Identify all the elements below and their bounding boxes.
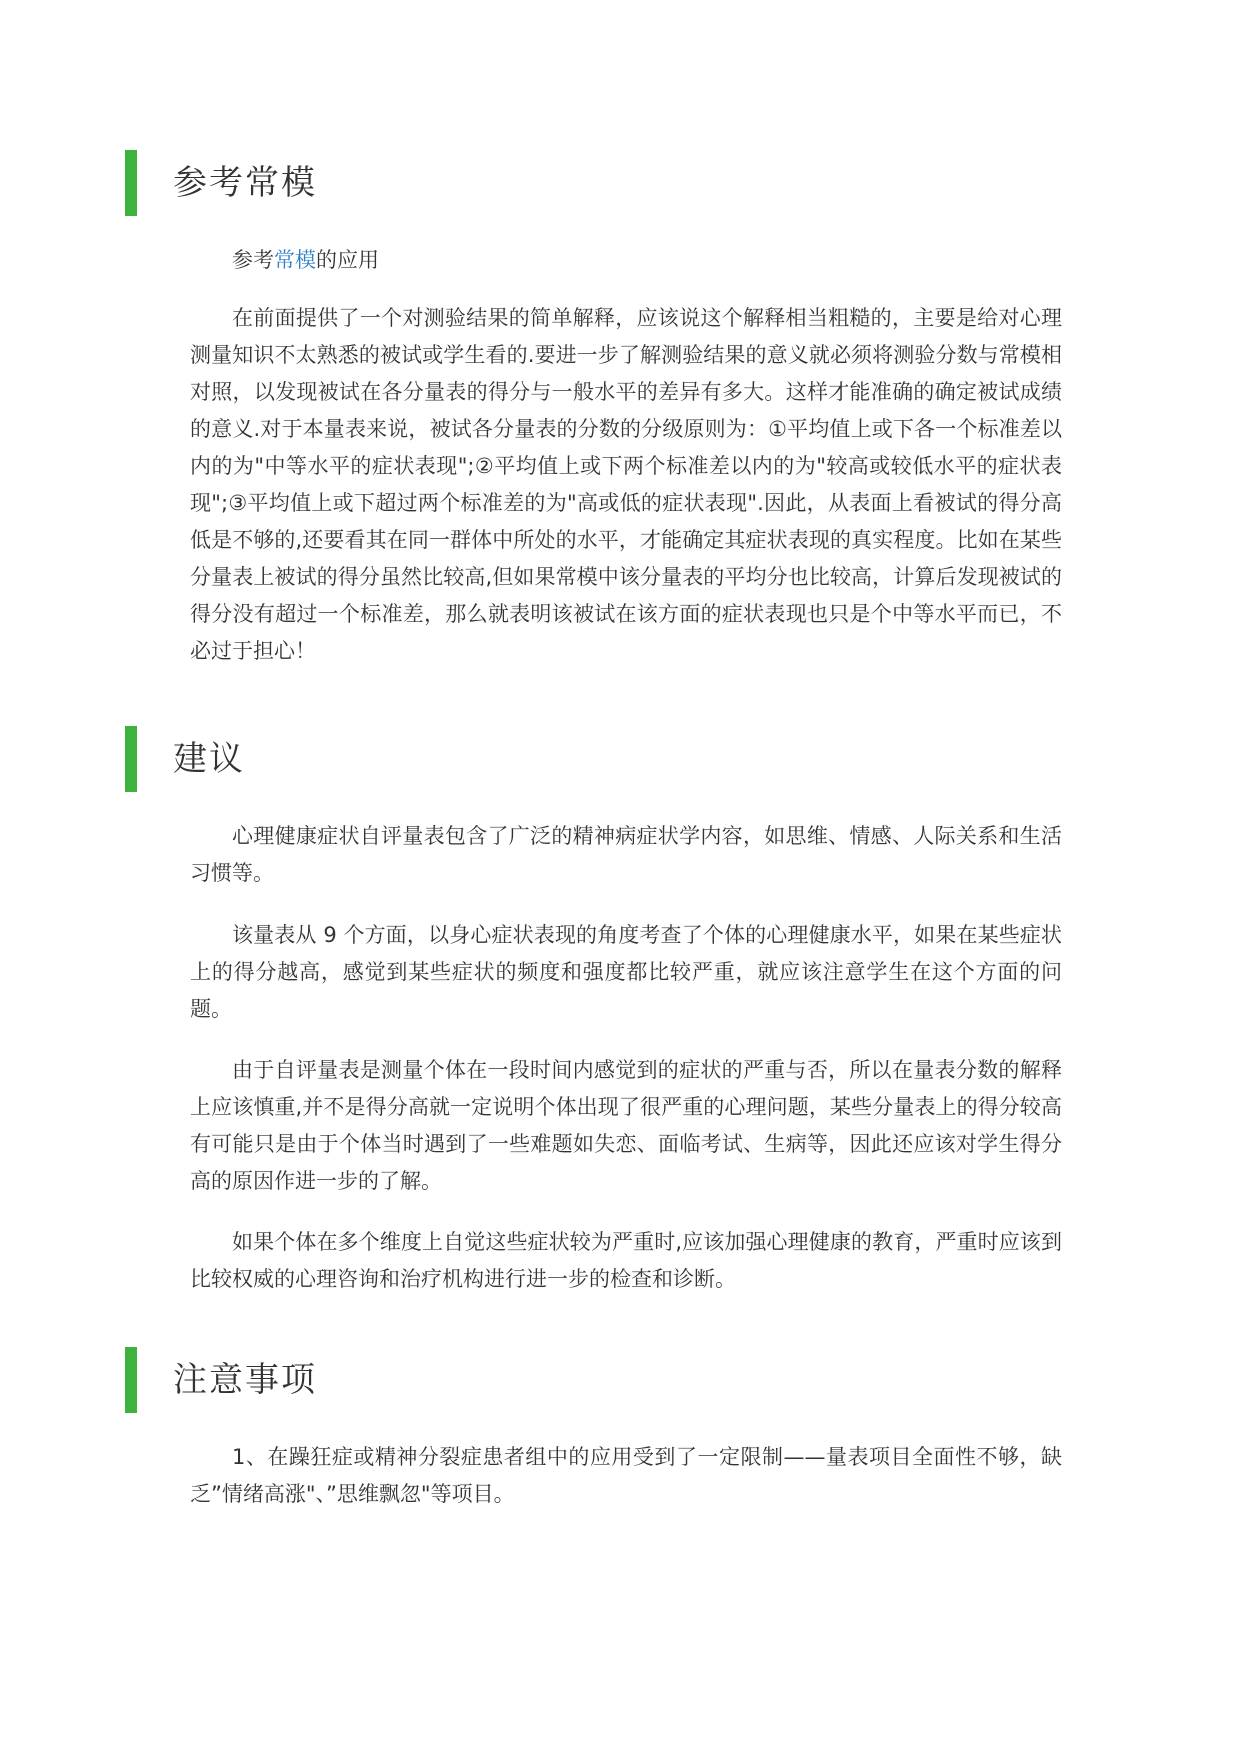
heading-title: 参考常模 (173, 163, 317, 203)
section-heading-notes (125, 1347, 317, 1413)
heading-accent-bar (125, 150, 137, 216)
section-heading-reference-norm (125, 150, 317, 216)
paragraph: 1、在躁狂症或精神分裂症患者组中的应用受到了一定限制——量表项目全面性不够，缺乏”情绪高涨"、”思维飘忽"等项目。 (190, 1445, 1062, 1506)
section-heading-suggestion (125, 726, 245, 792)
subtitle-suffix: 的应用 (316, 248, 379, 272)
paragraph: 在前面提供了一个对测验结果的简单解释，应该说这个解释相当粗糙的，主要是给对心理测量知识不太熟悉的被试或学生看的.要进一步了解测验结果的意义就必须将测验分数与常模相对照，以发现被试在各分量表的得分与一般水平的差异有多大。这样才能准确的确定被试成绩的意义.对于本量表来说，被试各分量表的分数的分级原则为：①平均值上或下各一个标准差以内的为"中等水平的症状表现";②平均值上或下两个标准差以内的为"较高或较低水平的症状表现";③平均值上或下超过两个标准差的为"高或低的症状表现".因此，从表面上看被试的得分高低是不够的,还要看其在同一群体中所处的水平，才能确定其症状表现的真实程度。比如在某些分量表上被试的得分虽然比较高,但如果常模中该分量表的平均分也比较高，计算后发现被试的得分没有超过一个标准差，那么就表明该被试在该方面的症状表现也只是个中等水平而已，不必过于担心！ (190, 306, 1062, 663)
norm-link[interactable]: 常模 (274, 248, 316, 272)
paragraph: 如果个体在多个维度上自觉这些症状较为严重时,应该加强心理健康的教育，严重时应该到比较权威的心理咨询和治疗机构进行进一步的检查和诊断。 (190, 1230, 1062, 1291)
section-subtitle (190, 242, 1062, 279)
heading-accent-bar (125, 726, 137, 792)
heading-title: 注意事项 (173, 1360, 317, 1400)
paragraph: 该量表从 9 个方面，以身心症状表现的角度考查了个体的心理健康水平，如果在某些症状上的得分越高，感觉到某些症状的频度和强度都比较严重，就应该注意学生在这个方面的问题。 (190, 923, 1062, 1021)
heading-accent-bar (125, 1347, 137, 1413)
heading-title: 建议 (173, 739, 245, 779)
subtitle-prefix: 参考 (232, 248, 274, 272)
paragraph: 心理健康症状自评量表包含了广泛的精神病症状学内容，如思维、情感、人际关系和生活习惯等。 (190, 824, 1062, 885)
paragraph: 由于自评量表是测量个体在一段时间内感觉到的症状的严重与否，所以在量表分数的解释上应该慎重,并不是得分高就一定说明个体出现了很严重的心理问题，某些分量表上的得分较高有可能只是由于个体当时遇到了一些难题如失恋、面临考试、生病等，因此还应该对学生得分高的原因作进一步的了解。 (190, 1058, 1062, 1193)
